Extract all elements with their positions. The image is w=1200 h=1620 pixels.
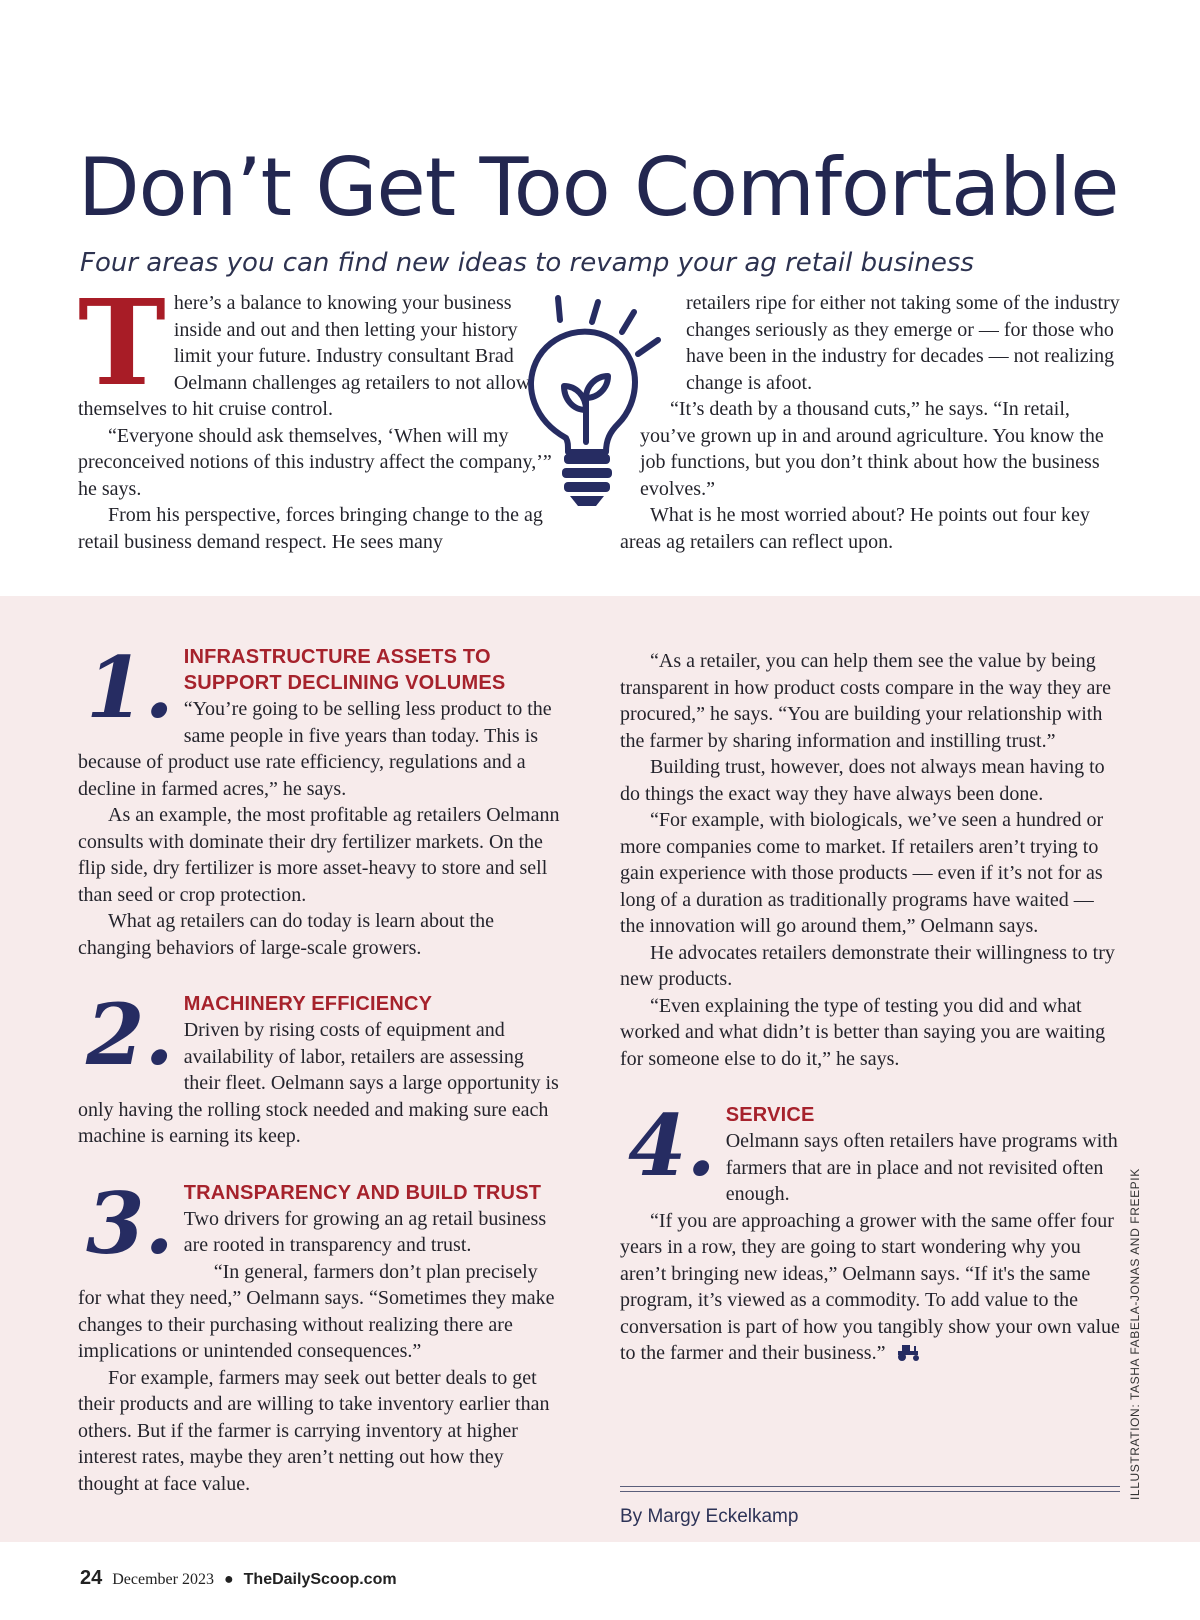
section-paragraph: Oelmann says often retailers have programs with farmers that are in place and not revisited often enough. — [725, 1130, 1118, 1205]
website-link[interactable]: TheDailyScoop.com — [243, 1571, 397, 1588]
intro-paragraph-4 — [620, 290, 1120, 396]
sections-left-column — [78, 638, 560, 1497]
intro-paragraph-1 — [78, 273, 560, 423]
page-title: Don’t Get Too Comfortable — [78, 141, 1119, 234]
section-number: 3. — [86, 1173, 174, 1273]
intro-left-column — [78, 273, 560, 555]
byline: By Margy Eckelkamp — [620, 1506, 799, 1527]
section-paragraph: “For example, with biologicals, we’ve seen a hundred or more companies come to market. If retailers aren’t trying to gain experience with those products — even if it’s not for as long of a duration as traditionally programs have waited — the innovation will go around them,” Oelmann says. — [620, 809, 1104, 937]
intro-paragraph-3: From his perspective, forces bringing change to the ag retail business demand respect. He sees many — [78, 504, 543, 553]
issue-date: December 2023 — [112, 1571, 214, 1588]
intro-paragraph-2: “Everyone should ask themselves, ‘When will my preconceived notions of this industry affect the company,’” he says. — [78, 424, 552, 500]
intro-right-column — [620, 290, 1120, 555]
section-heading: MACHINERY EFFICIENCY — [183, 993, 433, 1015]
byline-rule — [620, 1486, 1120, 1492]
drop-cap: T — [78, 273, 166, 412]
page-footer — [80, 1567, 397, 1590]
intro-p1-text: here’s a balance to knowing your business inside and out and then letting your history limit your future. Industry consultant Brad Oelmann challenges ag retailers to not allow themselves to hit cruise control. — [78, 292, 531, 420]
intro-p4-text: retailers ripe for either not taking some of the industry changes seriously as they emerge or — for those who have been in the industry for decades — not realizing change is afoot. — [686, 292, 1120, 394]
section-heading: INFRASTRUCTURE ASSETS TO SUPPORT DECLINING VOLUMES — [183, 646, 506, 694]
section-paragraph: “As a retailer, you can help them see the value by being transparent in how product costs compare in the way they are procured,” he says. “You are building your relationship with the farmer by sharing information and instilling trust.” — [620, 650, 1111, 752]
section-paragraph — [620, 1208, 1120, 1367]
section-paragraph: Building trust, however, does not always mean having to do things the exact way they have always been done. — [620, 756, 1105, 805]
section-paragraph: Two drivers for growing an ag retail business are rooted in transparency and trust. — [183, 1207, 547, 1256]
footer-bullet: ● — [223, 1571, 234, 1588]
page-subtitle: Four areas you can find new ideas to revamp your ag retail business — [80, 248, 974, 278]
section-paragraph: “In general, farmers don’t plan precisely for what they need,” Oelmann says. “Sometimes they make changes to their purchasing without realizing there are implications or unintended consequences.” — [78, 1260, 555, 1362]
page-number: 24 — [80, 1567, 103, 1589]
section-number: 2. — [86, 985, 174, 1084]
section-number: 1. — [86, 638, 174, 737]
illustration-credit: ILLUSTRATION: TASHA FABELA-JONAS AND FREEPIK — [1128, 1168, 1142, 1500]
section-1 — [78, 638, 560, 961]
section-paragraph: “Even explaining the type of testing you did and what worked and what didn’t is better than saying you are waiting for someone else to do it,” he says. — [620, 994, 1106, 1070]
section-paragraph: What ag retailers can do today is learn about the changing behaviors of large-scale growers. — [78, 910, 494, 959]
section-3 — [78, 1173, 560, 1498]
section-4 — [620, 1096, 1120, 1367]
section-heading: SERVICE — [725, 1104, 815, 1126]
intro-paragraph-6: What is he most worried about? He points out four key areas ag retailers can reflect upon. — [620, 504, 1090, 553]
intro-paragraph-5: “It’s death by a thousand cuts,” he says. “In retail, you’ve grown up in and around agriculture. You know the job functions, but you don’t think about how the business evolves.” — [640, 398, 1104, 500]
sections-right-column — [620, 648, 1120, 1367]
section-4-closing-text: “If you are approaching a grower with the same offer four years in a row, they are going to start wondering why you aren’t bringing new ideas,” Oelmann says. “If it's the same program, it’s viewed as a commodity. To add value to the conversation is part of how you tangibly show your own value to the farmer and their business.” — [620, 1209, 1120, 1364]
section-paragraph: Driven by rising costs of equipment and availability of labor, retailers are assessing their fleet. Oelmann says a large opportunity is only having the rolling stock needed and making sure each machine is earning its keep. — [78, 1019, 559, 1147]
section-heading: TRANSPARENCY AND BUILD TRUST — [183, 1181, 542, 1204]
section-paragraph: “You’re going to be selling less product to the same people in five years than today. This is because of product use rate efficiency, regulations and a decline in farmed acres,” he says. — [78, 698, 552, 800]
section-paragraph: For example, farmers may seek out better deals to get their products and are willing to take inventory earlier than others. But if the farmer is carrying inventory at higher interest rates, maybe they aren’t netting out how they thought at face value. — [78, 1366, 550, 1495]
section-paragraph: As an example, the most profitable ag retailers Oelmann consults with dominate their dry fertilizer markets. On the flip side, dry fertilizer is more asset-heavy to store and sell than seed or crop protection. — [78, 804, 560, 906]
section-2 — [78, 985, 560, 1150]
section-paragraph: He advocates retailers demonstrate their willingness to try new products. — [620, 941, 1115, 990]
tractor-icon — [894, 1343, 924, 1361]
section-number: 4. — [628, 1096, 716, 1195]
